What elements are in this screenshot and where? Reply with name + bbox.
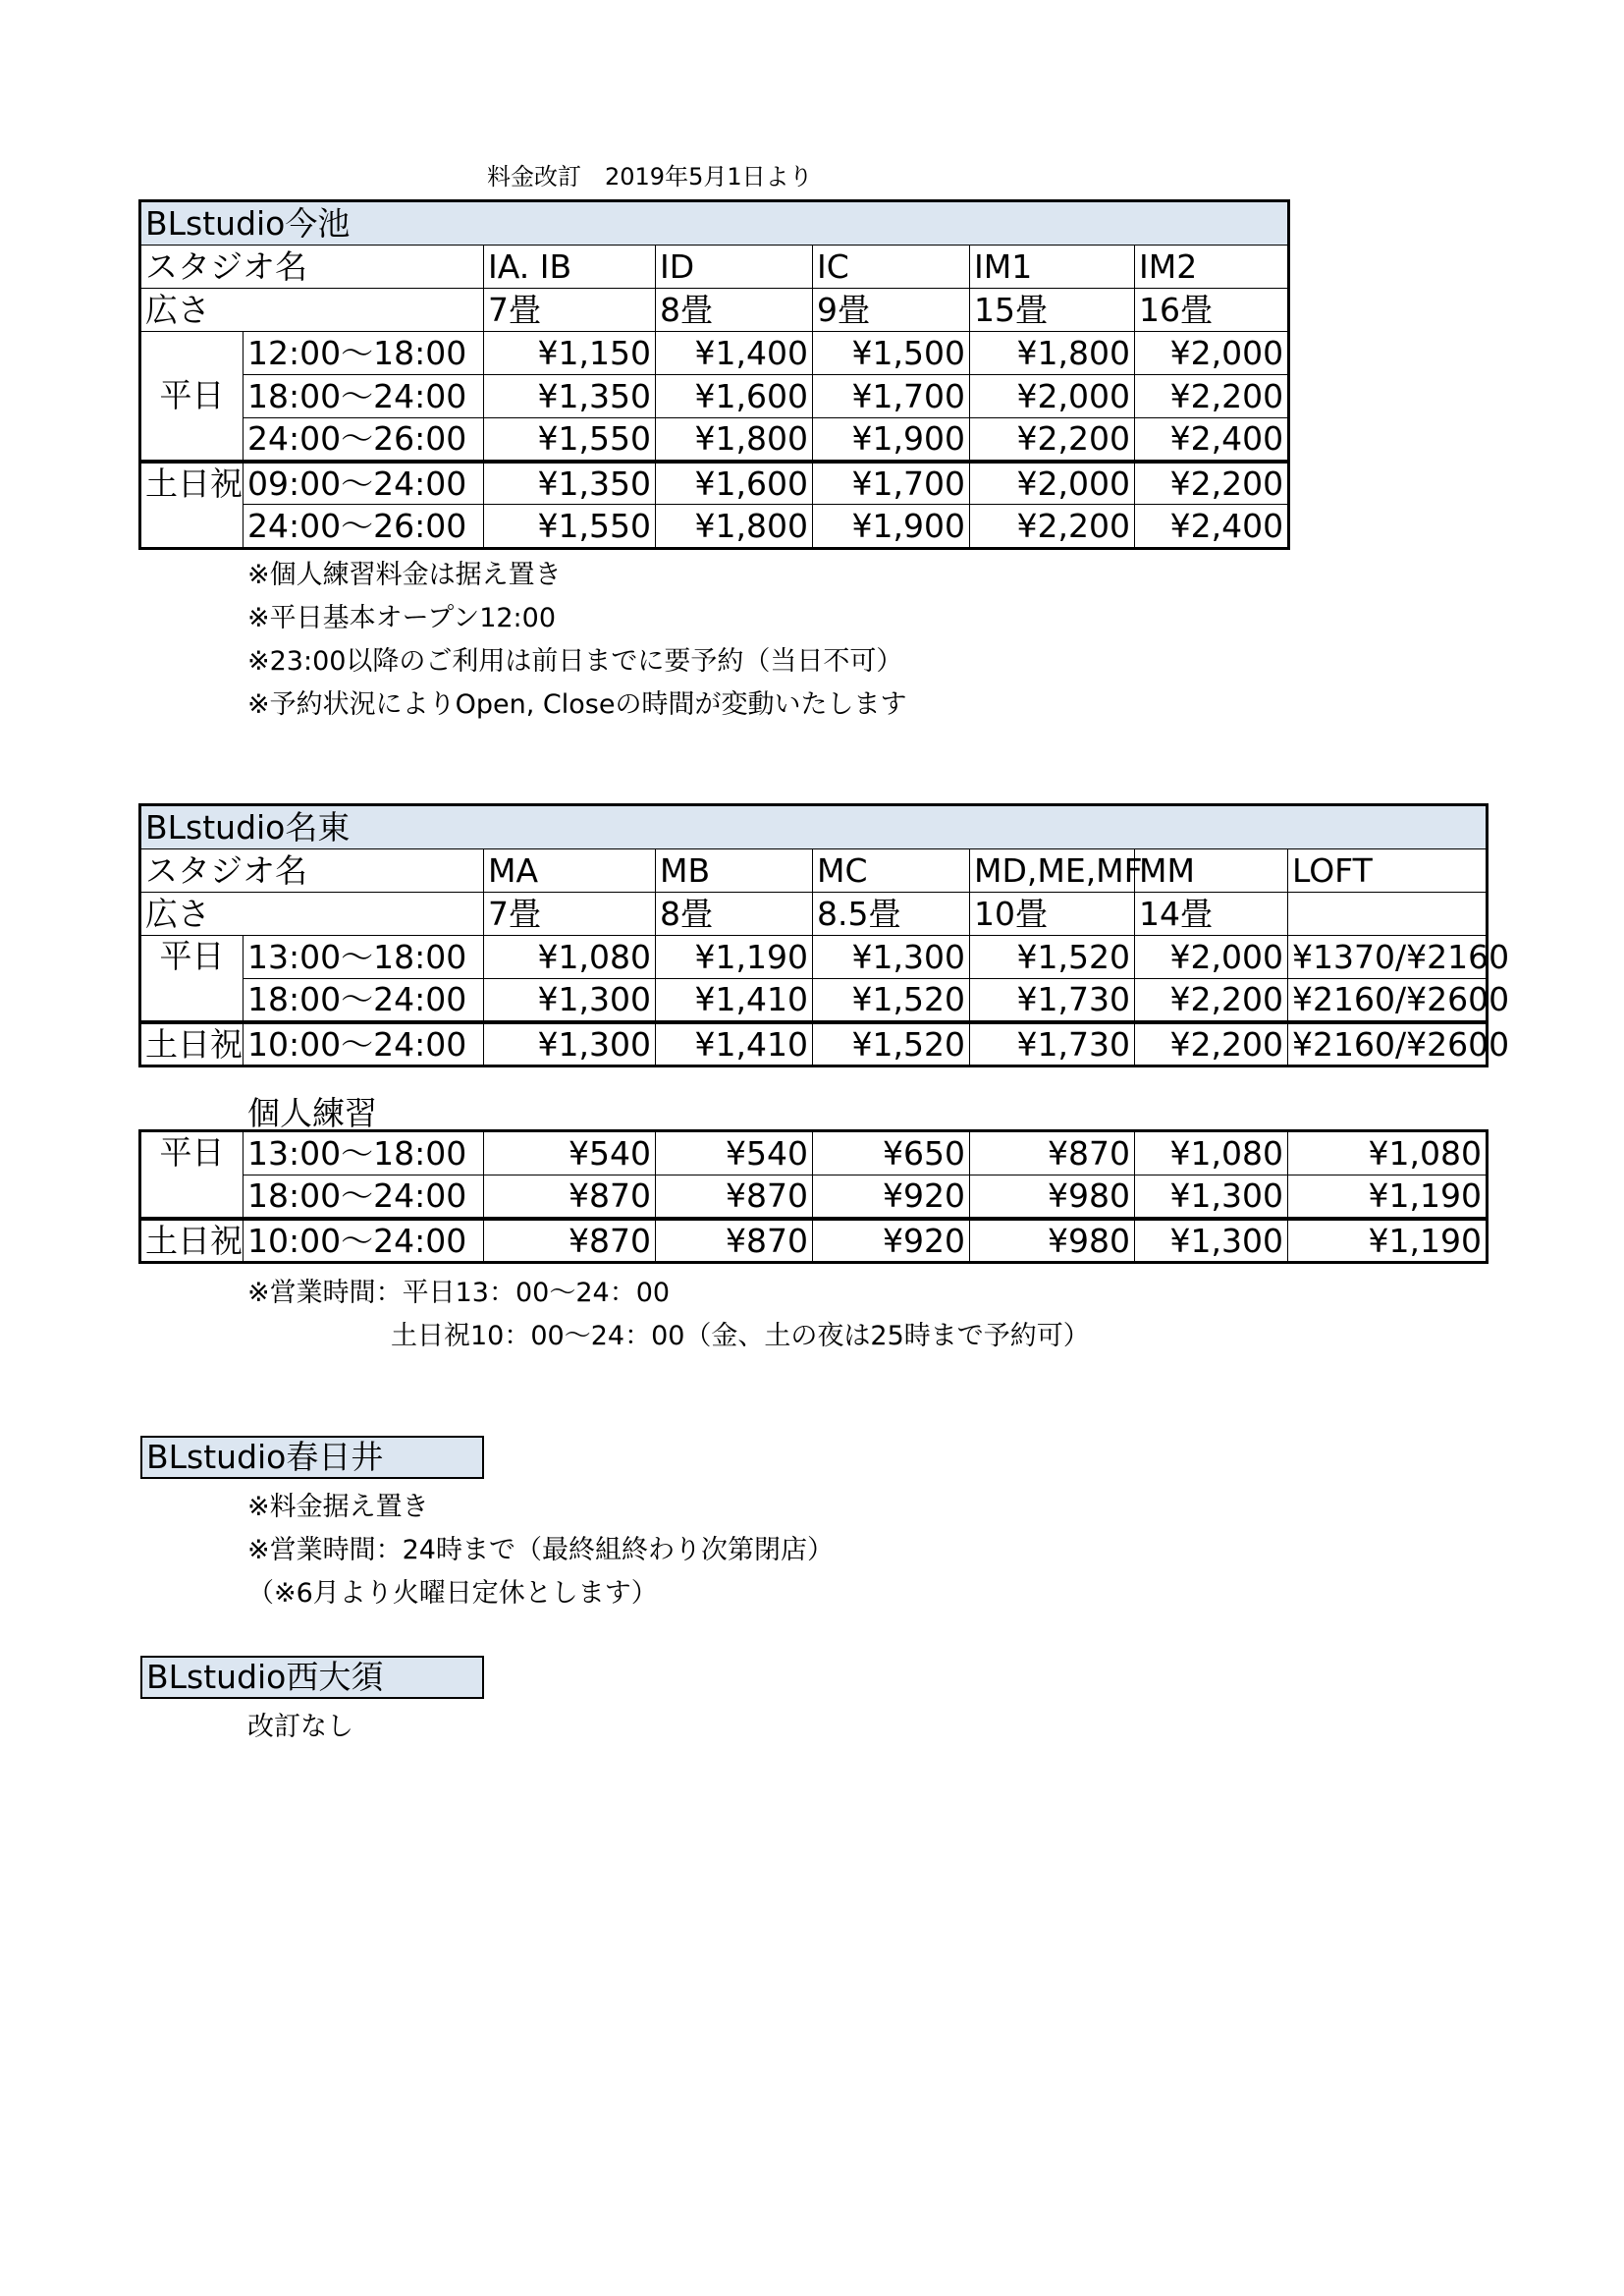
studio-name: LOFT <box>1288 849 1487 893</box>
price-cell: ¥1,190 <box>1288 1219 1487 1262</box>
price-cell: ¥1,550 <box>484 505 656 548</box>
price-cell: ¥1,500 <box>813 332 970 375</box>
note-text: ※個人練習料金は据え置き <box>247 560 562 590</box>
price-cell: ¥2,000 <box>1135 936 1288 979</box>
price-cell: ¥1,700 <box>813 462 970 505</box>
price-cell: ¥2,200 <box>970 505 1135 548</box>
room-size: 16畳 <box>1135 289 1288 332</box>
price-cell: ¥2,400 <box>1135 418 1288 462</box>
room-size: 9畳 <box>813 289 970 332</box>
price-cell: ¥870 <box>484 1219 656 1262</box>
time-slot: 10:00〜24:00 <box>244 1022 484 1066</box>
price-cell: ¥2,200 <box>1135 979 1288 1022</box>
price-cell: ¥920 <box>813 1175 970 1219</box>
price-cell: ¥920 <box>813 1219 970 1262</box>
price-cell: ¥1,190 <box>656 936 813 979</box>
price-cell: ¥2,200 <box>1135 1022 1288 1066</box>
studio-name: MD,ME,MF <box>970 849 1135 893</box>
price-cell: ¥1,080 <box>484 936 656 979</box>
price-cell: ¥1,550 <box>484 418 656 462</box>
price-cell: ¥2160/¥2600 <box>1288 1022 1487 1066</box>
price-cell: ¥2,000 <box>1135 332 1288 375</box>
time-slot: 13:00〜18:00 <box>244 936 484 979</box>
price-cell: ¥1,730 <box>970 1022 1135 1066</box>
studio-name: MC <box>813 849 970 893</box>
room-size: 8.5畳 <box>813 893 970 936</box>
price-cell: ¥2,200 <box>1135 462 1288 505</box>
meito-price-table <box>140 805 1510 1066</box>
studio-name: IM2 <box>1135 246 1288 289</box>
price-cell: ¥2,200 <box>1135 375 1288 418</box>
time-slot: 24:00〜26:00 <box>244 505 484 548</box>
price-cell: ¥1,080 <box>1288 1132 1487 1175</box>
time-slot: 18:00〜24:00 <box>244 979 484 1022</box>
price-cell: ¥870 <box>970 1132 1135 1175</box>
weekend-label: 土日祝 <box>141 1022 244 1066</box>
table-row <box>141 1132 1487 1175</box>
price-cell: ¥650 <box>813 1132 970 1175</box>
table-row <box>141 1022 1487 1066</box>
studio-name: MM <box>1135 849 1288 893</box>
price-cell: ¥1,520 <box>813 979 970 1022</box>
price-cell: ¥1,900 <box>813 505 970 548</box>
price-cell: ¥980 <box>970 1219 1135 1262</box>
price-cell: ¥540 <box>656 1132 813 1175</box>
nishiosu-banner: BLstudio西大須 <box>140 1656 484 1699</box>
price-cell: ¥1,190 <box>1288 1175 1487 1219</box>
price-cell: ¥1,800 <box>656 505 813 548</box>
table-row <box>141 505 1288 548</box>
price-cell: ¥1,300 <box>484 979 656 1022</box>
room-size: 8畳 <box>656 289 813 332</box>
studio-name: IA. IB <box>484 246 656 289</box>
price-cell: ¥1,520 <box>813 1022 970 1066</box>
studio-name-label: スタジオ名 <box>141 246 484 289</box>
table-row <box>141 1219 1487 1262</box>
price-cell: ¥2,000 <box>970 462 1135 505</box>
price-cell: ¥980 <box>970 1175 1135 1219</box>
weekday-label: 平日 <box>141 1132 244 1219</box>
table-row <box>141 418 1288 462</box>
table-row <box>141 375 1288 418</box>
imaike-banner: BLstudio今池 <box>141 202 1288 246</box>
price-cell: ¥2160/¥2600 <box>1288 979 1487 1022</box>
price-cell: ¥1,080 <box>1135 1132 1288 1175</box>
price-cell: ¥1,520 <box>970 936 1135 979</box>
price-cell: ¥870 <box>656 1175 813 1219</box>
room-size: 7畳 <box>484 289 656 332</box>
page-title: 料金改訂 2019年5月1日より <box>487 163 813 191</box>
imaike-price-table <box>140 201 1288 548</box>
note-text: ※営業時間：24時まで（最終組終わり次第閉店） <box>247 1535 834 1565</box>
studio-name: IM1 <box>970 246 1135 289</box>
note-text: （※6月より火曜日定休とします） <box>247 1578 658 1609</box>
price-cell: ¥1,300 <box>1135 1175 1288 1219</box>
price-cell: ¥1,400 <box>656 332 813 375</box>
time-slot: 10:00〜24:00 <box>244 1219 484 1262</box>
price-cell: ¥1,350 <box>484 375 656 418</box>
room-size: 10畳 <box>970 893 1135 936</box>
size-label: 広さ <box>141 289 484 332</box>
price-cell: ¥2,200 <box>970 418 1135 462</box>
note-text: ※平日基本オープン12:00 <box>247 603 557 633</box>
note-text: ※23:00以降のご利用は前日までに要予約（当日不可） <box>247 646 903 677</box>
room-size: 15畳 <box>970 289 1135 332</box>
meito-banner: BLstudio名東 <box>141 806 1487 849</box>
personal-practice-label: 個人練習 <box>247 1094 377 1132</box>
personal-practice-table <box>140 1131 1487 1262</box>
studio-name: ID <box>656 246 813 289</box>
price-cell: ¥1,410 <box>656 979 813 1022</box>
price-cell: ¥1,410 <box>656 1022 813 1066</box>
room-size <box>1288 893 1487 936</box>
price-cell: ¥1,700 <box>813 375 970 418</box>
kasugai-banner: BLstudio春日井 <box>140 1436 484 1479</box>
price-cell: ¥1,350 <box>484 462 656 505</box>
price-cell: ¥1,150 <box>484 332 656 375</box>
time-slot: 12:00〜18:00 <box>244 332 484 375</box>
note-text: ※料金据え置き <box>247 1492 429 1522</box>
price-cell: ¥1,600 <box>656 375 813 418</box>
price-cell: ¥1,900 <box>813 418 970 462</box>
weekday-label: 平日 <box>141 936 244 1022</box>
price-cell: ¥1,300 <box>484 1022 656 1066</box>
price-cell: ¥1,800 <box>656 418 813 462</box>
note-text: 改訂なし <box>247 1712 353 1742</box>
note-text: ※営業時間：平日13：00〜24：00 <box>247 1278 671 1308</box>
table-row <box>141 979 1487 1022</box>
room-size: 14畳 <box>1135 893 1288 936</box>
time-slot: 09:00〜24:00 <box>244 462 484 505</box>
price-cell: ¥1,730 <box>970 979 1135 1022</box>
studio-name: IC <box>813 246 970 289</box>
price-cell: ¥540 <box>484 1132 656 1175</box>
weekday-label: 平日 <box>141 332 244 462</box>
price-cell: ¥2,000 <box>970 375 1135 418</box>
size-label: 広さ <box>141 893 484 936</box>
weekend-label: 土日祝 <box>141 462 244 548</box>
studio-name: MA <box>484 849 656 893</box>
studio-name: MB <box>656 849 813 893</box>
room-size: 8畳 <box>656 893 813 936</box>
note-text: 土日祝10：00〜24：00（金、土の夜は25時まで予約可） <box>391 1321 1090 1351</box>
price-cell: ¥870 <box>656 1219 813 1262</box>
price-cell: ¥870 <box>484 1175 656 1219</box>
price-cell: ¥1,300 <box>813 936 970 979</box>
weekend-label: 土日祝 <box>141 1219 244 1262</box>
price-cell: ¥2,400 <box>1135 505 1288 548</box>
table-row <box>141 462 1288 505</box>
price-cell: ¥1,800 <box>970 332 1135 375</box>
price-cell: ¥1,300 <box>1135 1219 1288 1262</box>
time-slot: 24:00〜26:00 <box>244 418 484 462</box>
price-cell: ¥1370/¥2160 <box>1288 936 1487 979</box>
studio-name-label: スタジオ名 <box>141 849 484 893</box>
note-text: ※予約状況によりOpen, Closeの時間が変動いたします <box>247 689 907 720</box>
table-row <box>141 332 1288 375</box>
room-size: 7畳 <box>484 893 656 936</box>
time-slot: 18:00〜24:00 <box>244 1175 484 1219</box>
time-slot: 13:00〜18:00 <box>244 1132 484 1175</box>
price-cell: ¥1,600 <box>656 462 813 505</box>
table-row <box>141 936 1487 979</box>
time-slot: 18:00〜24:00 <box>244 375 484 418</box>
table-row <box>141 1175 1487 1219</box>
